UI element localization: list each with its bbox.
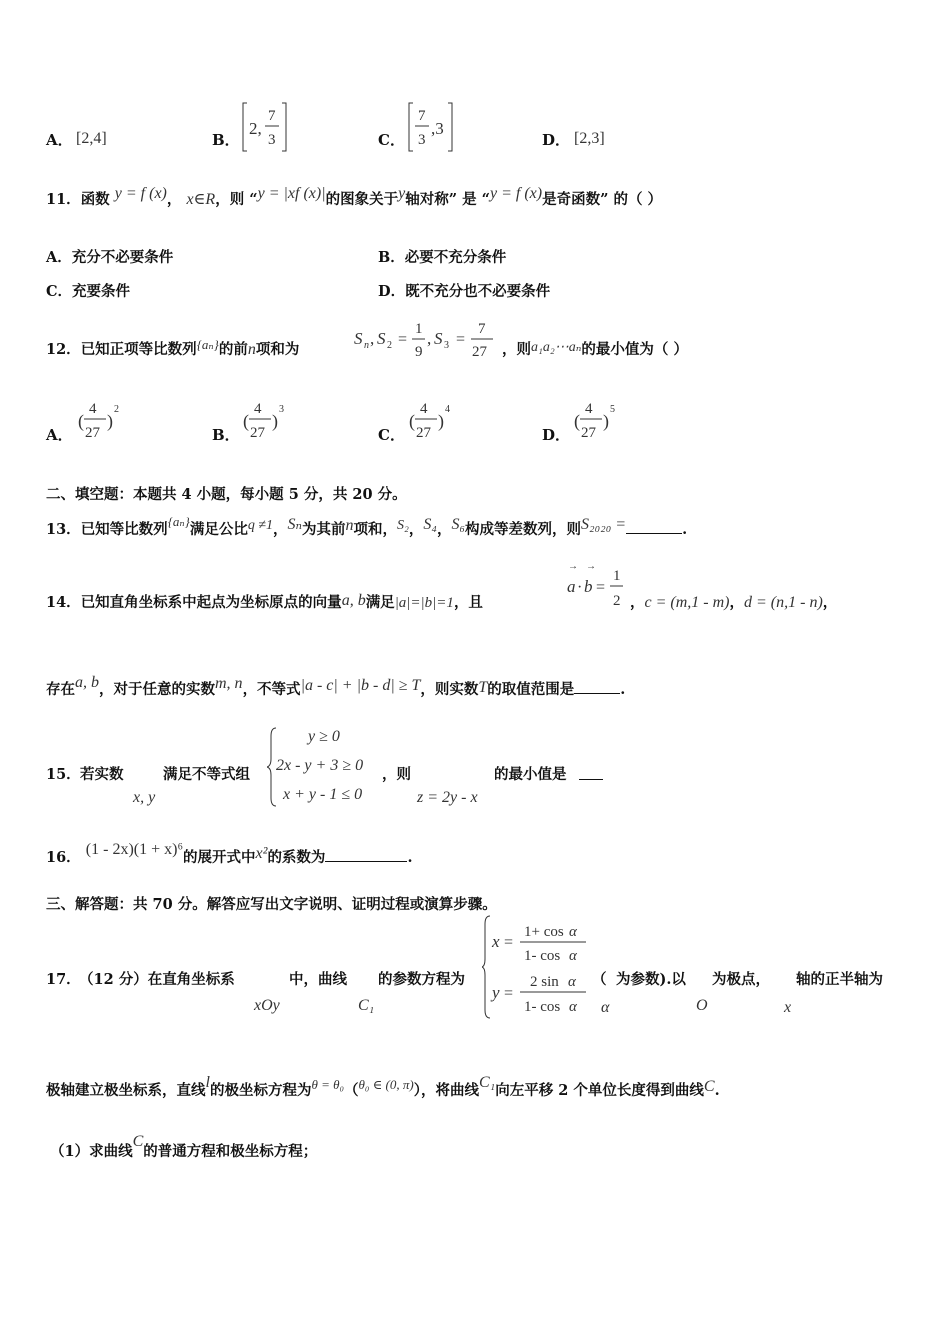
svg-text:b: b xyxy=(584,577,593,596)
q14-dot-product-formula xyxy=(565,564,631,612)
q13-number: 13． xyxy=(46,521,81,538)
q14-number: 14． xyxy=(46,594,81,611)
q16-text-2: 的系数为 xyxy=(267,849,326,866)
q14-text-12: . xyxy=(620,681,626,698)
q14-text-3: ，且 xyxy=(453,594,483,611)
q14-text-4: ， xyxy=(630,594,645,611)
q14-text-11: 的取值范围是 xyxy=(487,681,575,698)
section-2-header: 二、填空题：本题共 4 小题，每小题 5 分，共 20 分。 xyxy=(46,486,407,503)
q17-text-3: 的参数方程为 xyxy=(378,971,465,988)
svg-text:1- cos: 1- cos xyxy=(524,999,561,1015)
svg-text:(: ( xyxy=(574,411,580,431)
q11-text-4: 的图象关于 xyxy=(325,191,399,208)
q16-answer-blank[interactable] xyxy=(325,847,407,862)
svg-text:1: 1 xyxy=(415,321,423,337)
svg-text:5: 5 xyxy=(610,404,615,415)
svg-text:α: α xyxy=(569,999,577,1015)
svg-text:=: = xyxy=(398,331,408,348)
q17-c: C xyxy=(703,1078,715,1095)
svg-text:,3: ,3 xyxy=(431,119,444,138)
q15-xy: x, y xyxy=(133,789,156,806)
q11-text-6: 是奇函数” 的（ ） xyxy=(542,191,663,208)
q17-line-2 xyxy=(46,1074,720,1100)
q14-mn: m, n xyxy=(215,675,243,692)
q12-option-c-label: C． xyxy=(378,426,405,444)
q17-text-10: （ xyxy=(344,1082,359,1099)
q12-option-a-label: A． xyxy=(46,426,73,444)
q11-number: 11． xyxy=(46,191,81,208)
q15-objective: z = 2y - x xyxy=(417,789,478,806)
q10-option-a-label: A． xyxy=(46,131,73,149)
svg-text:7: 7 xyxy=(268,108,276,124)
q15-constraint-1: y ≥ 0 xyxy=(308,728,340,745)
q12-option-b-text xyxy=(243,396,293,448)
svg-text:→: → xyxy=(568,564,578,572)
q13-sequence: {aₙ} xyxy=(167,514,190,529)
q12-text-3: 项和为 xyxy=(255,341,300,358)
svg-text:4: 4 xyxy=(585,401,593,417)
svg-text:1- cos: 1- cos xyxy=(524,948,561,964)
q10-option-c-text xyxy=(408,101,458,158)
svg-text:4: 4 xyxy=(420,401,428,417)
q14-answer-blank[interactable] xyxy=(574,679,620,694)
q14-text-5: ， xyxy=(729,594,744,611)
svg-text:): ) xyxy=(107,411,113,431)
q14-vectors-ab-2: a, b xyxy=(75,674,99,691)
q13-n: n xyxy=(345,517,354,534)
q17-text-9: 的极坐标方程为 xyxy=(209,1082,312,1099)
svg-text:1+ cos: 1+ cos xyxy=(524,924,564,940)
q11-option-d: D．既不充分也不必要条件 xyxy=(378,283,551,300)
svg-text:3: 3 xyxy=(418,132,426,148)
q17-text-1: （12 分）在直角坐标系 xyxy=(79,971,235,988)
svg-text:x: x xyxy=(492,932,500,951)
svg-text:(: ( xyxy=(243,411,249,431)
svg-text:9: 9 xyxy=(415,344,423,360)
svg-text:(: ( xyxy=(78,411,84,431)
q17-theta: θ = θ₀ xyxy=(311,1077,345,1092)
q14-inequality: |a - c| + |b - d| ≥ T xyxy=(300,677,421,694)
svg-text:27: 27 xyxy=(581,425,596,441)
q17-alpha: α xyxy=(601,999,610,1016)
q12-option-c-formula xyxy=(409,396,459,444)
q12-option-d-text xyxy=(574,396,624,448)
svg-text:2: 2 xyxy=(613,593,621,609)
svg-text:27: 27 xyxy=(416,425,431,441)
svg-text:1: 1 xyxy=(613,568,621,584)
q13-answer-blank[interactable] xyxy=(626,519,682,534)
q17-line-l: l xyxy=(205,1074,210,1091)
q14-line-1-end xyxy=(630,591,837,612)
q12-option-b-formula xyxy=(243,396,293,444)
q10-option-d-text: [2,3] xyxy=(574,130,605,147)
q17-text-5: 为参数).以 xyxy=(616,971,686,988)
q12-text-4: ，则 xyxy=(502,341,531,358)
q17-parametric-system xyxy=(482,914,592,1024)
q11-formula-1: y = f (x) xyxy=(114,185,167,202)
q17-text-7: 轴的正半轴为 xyxy=(796,971,883,988)
svg-text:7: 7 xyxy=(418,108,426,124)
svg-text:4: 4 xyxy=(445,404,450,415)
svg-text:2,: 2, xyxy=(249,119,262,138)
q11-y-axis: y xyxy=(398,185,406,202)
q13-s2020: S₂₀₂₀ = xyxy=(581,516,627,533)
svg-text:,: , xyxy=(370,329,375,348)
q12-option-d-label: D． xyxy=(542,426,571,444)
q17-text-6: 为极点， xyxy=(712,971,770,988)
q16-text-3: . xyxy=(407,849,413,866)
q14-text-6: ， xyxy=(822,594,838,611)
svg-text:=: = xyxy=(456,331,466,348)
svg-text:): ) xyxy=(438,411,444,431)
svg-text:S: S xyxy=(377,329,386,348)
q12-condition xyxy=(352,318,502,366)
svg-text:α: α xyxy=(569,948,577,964)
q10-option-d-label: D． xyxy=(542,131,571,149)
q12-option-b-label: B． xyxy=(212,426,240,444)
q10-option-b-label: B． xyxy=(212,131,240,149)
q17-part-1-text-2: 的普通方程和极坐标方程； xyxy=(143,1143,318,1160)
q12-option-a-text xyxy=(78,396,128,448)
svg-text:4: 4 xyxy=(89,401,97,417)
q15-constraint-3: x + y - 1 ≤ 0 xyxy=(283,786,363,803)
q12-stem xyxy=(46,338,299,359)
q14-text-1: 已知直角坐标系中起点为坐标原点的向量 xyxy=(80,594,342,611)
svg-text:27: 27 xyxy=(472,344,487,360)
question-13 xyxy=(46,514,688,539)
q12-condition-formula xyxy=(352,318,502,362)
q12-text-5: 的最小值为（ ） xyxy=(581,341,688,358)
q10-option-b-text xyxy=(242,101,292,158)
q17-c1-b: C₁ xyxy=(478,1074,496,1091)
q17-origin: O xyxy=(696,997,708,1014)
svg-text:S: S xyxy=(434,329,443,348)
q15-number: 15． xyxy=(46,766,81,783)
q16-expression: (1 - 2x)(1 + x)⁶ xyxy=(85,841,184,858)
svg-text:S: S xyxy=(354,329,363,348)
q14-line-1 xyxy=(46,591,483,612)
q11-option-b: B．必要不充分条件 xyxy=(378,249,507,266)
q17-text-11: ），将曲线 xyxy=(413,1082,479,1099)
q13-text-5: 项和， xyxy=(353,521,398,538)
q15-text-2: 满足不等式组 xyxy=(163,766,250,783)
q10-option-c-formula xyxy=(408,101,458,153)
q14-text-10: ，则实数 xyxy=(420,681,479,698)
svg-text:3: 3 xyxy=(279,404,284,415)
svg-text:): ) xyxy=(603,411,609,431)
q15-text-3: ，则 xyxy=(382,766,411,783)
q13-text-6: ， xyxy=(408,521,424,538)
q13-s6: S₆ xyxy=(451,516,466,533)
svg-text:=: = xyxy=(504,985,514,1002)
q10-option-a-text: [2,4] xyxy=(76,130,107,147)
q13-text-4: 为其前 xyxy=(302,521,346,538)
svg-text:2 sin: 2 sin xyxy=(530,974,559,990)
svg-text:27: 27 xyxy=(85,425,100,441)
q12-option-d-formula xyxy=(574,396,624,444)
q11-text-5: 轴对称” 是 “ xyxy=(405,191,490,208)
q11-text-1: 函数 xyxy=(80,191,110,208)
svg-text:2: 2 xyxy=(387,340,392,351)
svg-text:3: 3 xyxy=(444,340,449,351)
q13-s4: S₄ xyxy=(423,516,437,533)
q11-text-3: ，则 “ xyxy=(215,191,258,208)
svg-text:(: ( xyxy=(409,411,415,431)
svg-text:y: y xyxy=(492,983,500,1002)
q12-text-1: 已知正项等比数列 xyxy=(80,341,197,358)
svg-text:α: α xyxy=(568,974,576,990)
q17-text-13: . xyxy=(714,1082,720,1099)
svg-text:): ) xyxy=(272,411,278,431)
svg-text:3: 3 xyxy=(268,132,276,148)
q14-text-7: 存在 xyxy=(46,681,75,698)
q13-text-8: 构成等差数列，则 xyxy=(465,521,582,538)
q12-sequence: {aₙ} xyxy=(196,337,219,352)
q12-option-a-formula xyxy=(78,396,128,444)
svg-text:a: a xyxy=(567,577,576,596)
svg-text:27: 27 xyxy=(250,425,265,441)
q17-xoy: xOy xyxy=(254,997,280,1014)
q15-text-4: 的最小值是 xyxy=(494,766,567,783)
q13-text-3: ， xyxy=(273,521,288,538)
q13-s2: S₂ xyxy=(397,518,409,533)
q12-option-c-text xyxy=(409,396,459,448)
q13-text-1: 已知等比数列 xyxy=(80,521,168,538)
q16-number: 16． xyxy=(46,849,81,866)
q14-text-8: ，对于任意的实数 xyxy=(99,681,215,698)
q17-theta-range: θ₀ ∈ (0, π) xyxy=(358,1077,414,1092)
q12-number: 12． xyxy=(46,341,81,358)
svg-text:·: · xyxy=(577,579,583,596)
q14-text-2: 满足 xyxy=(365,594,395,611)
q16-x-squared: x² xyxy=(255,845,268,862)
q14-t: T xyxy=(478,679,488,696)
question-16 xyxy=(46,841,413,867)
q14-dot-product xyxy=(565,564,631,616)
q13-text-7: ， xyxy=(436,521,452,538)
q11-text-2: ， xyxy=(166,191,182,208)
q11-domain: x∈R xyxy=(186,191,216,208)
svg-text:=: = xyxy=(596,579,606,596)
svg-text:n: n xyxy=(364,340,369,351)
q14-line-2 xyxy=(46,674,626,699)
q17-part-1-text-1: （1）求曲线 xyxy=(50,1143,133,1160)
q17-text-12: 向左平移 2 个单位长度得到曲线 xyxy=(495,1082,704,1099)
q16-text-1: 的展开式中 xyxy=(183,849,256,866)
q17-text-8: 极轴建立极坐标系，直线 xyxy=(46,1082,206,1099)
q15-text-1: 若实数 xyxy=(80,766,124,783)
q15-answer-blank[interactable] xyxy=(579,765,603,780)
svg-text:2: 2 xyxy=(114,404,119,415)
svg-text:→: → xyxy=(586,564,596,572)
q17-text-2: 中，曲线 xyxy=(289,971,347,988)
q10-option-b-formula xyxy=(242,101,292,153)
q17-text-4: （ xyxy=(592,971,607,988)
svg-text:=: = xyxy=(504,934,514,951)
q13-sn: Sₙ xyxy=(287,516,303,533)
q17-number: 17． xyxy=(46,971,81,988)
q11-formula-2: y = |xf (x)| xyxy=(257,185,326,202)
q17-part-1-c: C xyxy=(132,1133,144,1150)
q13-text-9: . xyxy=(682,521,688,538)
q14-magnitude: |a|=|b|=1 xyxy=(394,595,454,611)
q12-stem-end xyxy=(502,338,688,359)
q11-stem xyxy=(46,185,663,209)
q15-constraint-2: 2x - y + 3 ≥ 0 xyxy=(276,757,364,774)
q14-text-9: ，不等式 xyxy=(242,681,301,698)
q11-option-c: C．充要条件 xyxy=(46,283,131,300)
svg-text:7: 7 xyxy=(478,321,486,337)
q17-c1: C₁ xyxy=(358,997,375,1014)
q13-ratio: q ≠1 xyxy=(247,518,274,533)
section-3-header: 三、解答题：共 70 分。解答应写出文字说明、证明过程或演算步骤。 xyxy=(46,896,497,913)
q14-vector-c: c = (m,1 - m) xyxy=(644,594,730,611)
q11-option-a: A．充分不必要条件 xyxy=(46,249,174,266)
q17-parametric-formula xyxy=(482,914,592,1020)
q12-text-2: 的前 xyxy=(218,341,248,358)
q17-x-axis: x xyxy=(784,999,792,1016)
q12-product: a₁a₂⋯aₙ xyxy=(531,340,582,355)
q14-vectors-ab: a, b xyxy=(341,592,366,609)
q17-part-1 xyxy=(50,1133,318,1161)
q10-option-c-label: C． xyxy=(378,131,405,149)
q13-text-2: 满足公比 xyxy=(189,521,248,538)
svg-text:,: , xyxy=(427,329,432,348)
q11-formula-3: y = f (x) xyxy=(489,185,543,202)
q12-n: n xyxy=(247,341,256,358)
q14-vector-d: d = (n,1 - n) xyxy=(744,594,823,611)
svg-text:4: 4 xyxy=(254,401,262,417)
svg-text:α: α xyxy=(569,924,577,940)
